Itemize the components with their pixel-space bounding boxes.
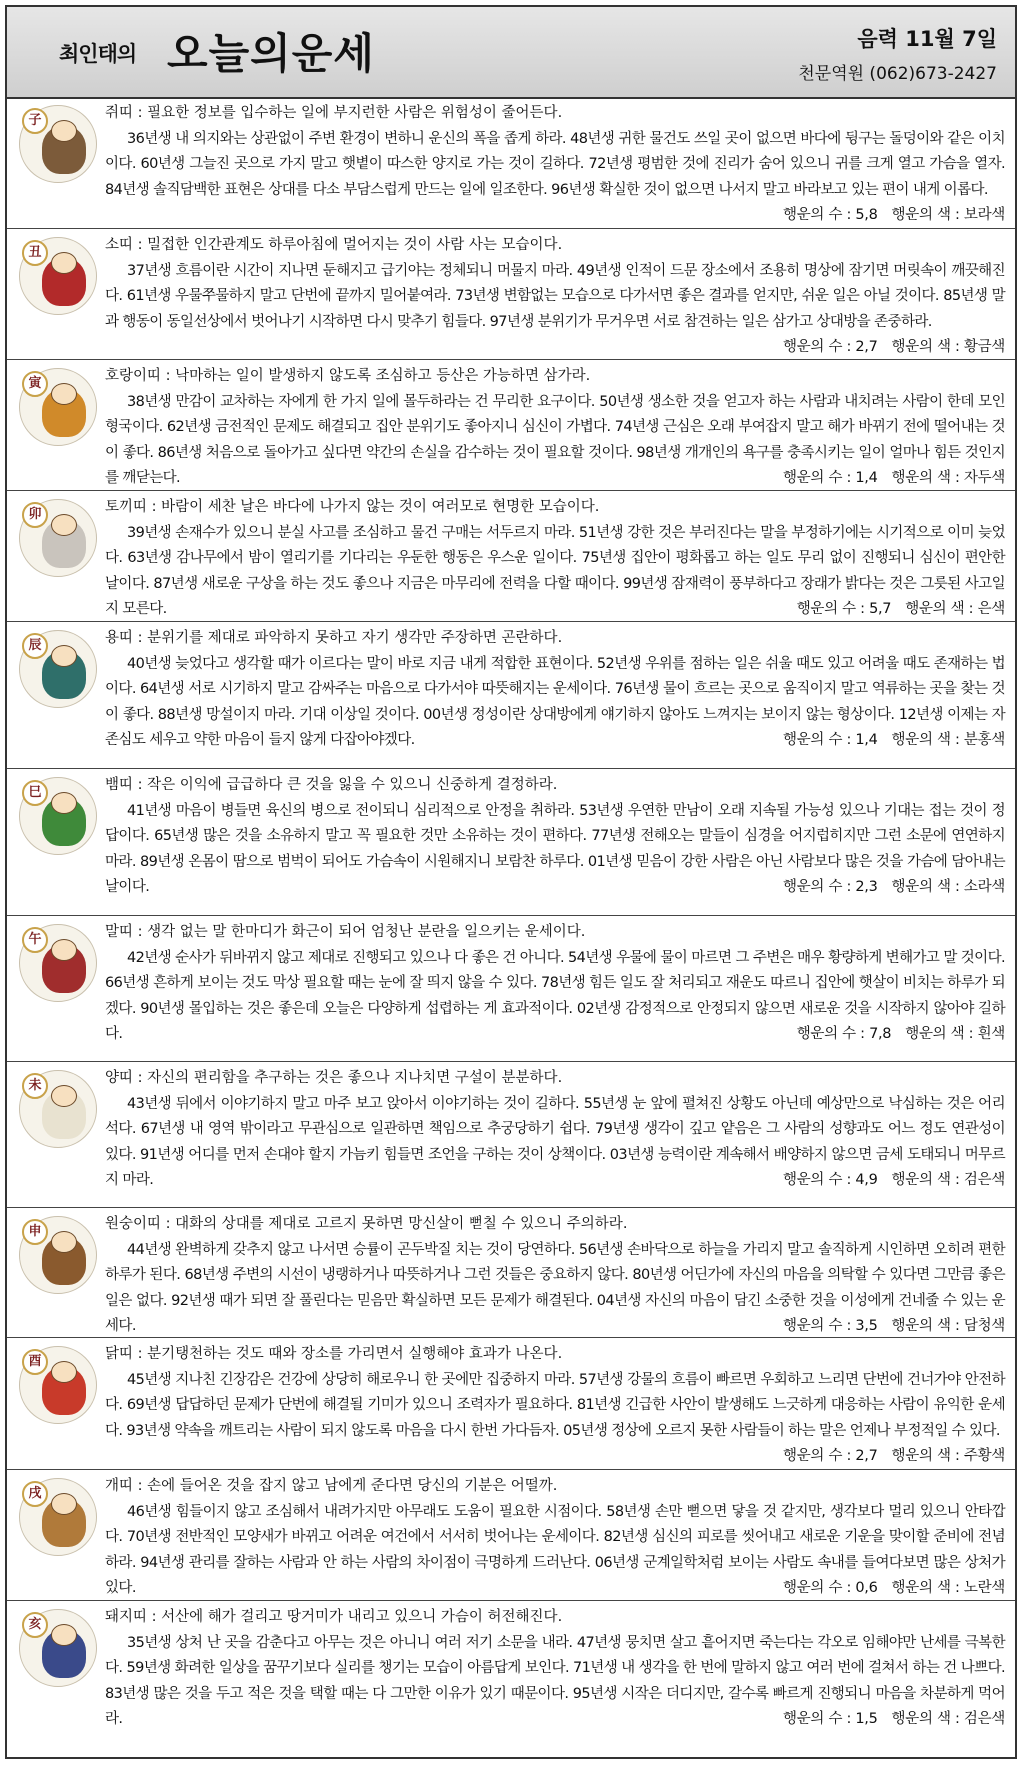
zodiac-fortune-text xyxy=(105,259,1005,355)
zodiac-fortune-text xyxy=(105,1631,1005,1733)
fortune-body: 36년생 내 의지와는 상관없이 주변 환경이 변하니 운신의 폭을 좁게 하라. 48년생 귀한 물건도 쓰일 곳이 없으면 바다에 뒹구는 돌덩이와 같은 이치이다. 60년생 그늘진 곳으로 가지 말고 햇볕이 따스한 양지로 가는 것이 길하다. 72년생 평범한 것에 진리가 숨어 있으니 귀를 크게 열고 가슴을 열자. 84년생 솔직담백한 표현은 상대를 다소 부담스럽게 만드는 일에 일조한다. 96년생 확실한 것이 없으면 나서지 말고 바라보고 있는 편이 내게 이롭다. xyxy=(105,130,1005,198)
zodiac-row xyxy=(7,491,1015,622)
lucky-color-label: 행운의 색 : xyxy=(891,879,964,895)
lucky-color-label: 행운의 색 : xyxy=(891,1711,964,1727)
lucky-color: 소라색 xyxy=(963,879,1005,895)
lucky-number-label: 행운의 수 : xyxy=(783,339,856,355)
lucky-number-label: 행운의 수 : xyxy=(783,1318,856,1334)
zodiac-content xyxy=(105,1212,1005,1340)
lucky-color-label: 행운의 색 : xyxy=(891,1318,964,1334)
zodiac-row xyxy=(7,769,1015,916)
zodiac-row xyxy=(7,1062,1015,1208)
lucky-number: 2,7 xyxy=(855,339,878,355)
lucky-number: 1,5 xyxy=(855,1711,878,1727)
lucky-number-label: 행운의 수 : xyxy=(783,1172,856,1188)
lucky-color: 분홍색 xyxy=(963,732,1005,748)
zodiac-content xyxy=(105,1605,1005,1733)
zodiac-figure-face xyxy=(51,120,77,142)
zodiac-avatar-icon xyxy=(19,1346,97,1424)
lucky-color-label: 행운의 색 : xyxy=(891,1580,964,1596)
lucky-info xyxy=(761,875,1005,901)
page-header xyxy=(7,7,1015,99)
zodiac-content xyxy=(105,101,1005,229)
zodiac-content xyxy=(105,626,1005,754)
zodiac-figure-face xyxy=(51,939,77,961)
zodiac-row xyxy=(7,1338,1015,1470)
lucky-color: 보라색 xyxy=(963,207,1005,223)
contact-info: 천문역원 (062)673-2427 xyxy=(798,64,997,84)
lucky-color: 주황색 xyxy=(963,1448,1005,1464)
zodiac-avatar-icon xyxy=(19,237,97,315)
lucky-number: 4,9 xyxy=(855,1172,878,1188)
lucky-color: 노란색 xyxy=(963,1580,1005,1596)
zodiac-character-badge: 亥 xyxy=(22,1612,48,1638)
lucky-number-label: 행운의 수 : xyxy=(783,470,856,486)
zodiac-avatar-icon xyxy=(19,105,97,183)
lucky-color: 자두색 xyxy=(963,470,1005,486)
lucky-color-label: 행운의 색 : xyxy=(905,1026,978,1042)
fortune-body: 45년생 지나친 긴장감은 건강에 상당히 해로우니 한 곳에만 집중하지 마라. 57년생 강물의 흐름이 빠르면 우회하고 느리면 단번에 건너가야 안전하다. 69년생 답답하던 문제가 단번에 해결될 기미가 있으니 조력자가 필요하다. 81년생 긴급한 사안이 발생해도 느긋하게 대응하는 사람이 유익한 운세다. 93년생 약속을 깨트리는 사람이 되지 않도록 마음을 다시 한번 가다듬자. 05년생 정상에 오르지 못한 사람들이 하는 말은 언제나 부정적일 수 있다. xyxy=(105,1371,1005,1439)
zodiac-figure-face xyxy=(51,514,77,536)
fortune-body: 39년생 손재수가 있으니 분실 사고를 조심하고 물건 구매는 서두르지 마라. 51년생 강한 것은 부러진다는 말을 부정하기에는 시기적으로 이미 늦었다. 63년생 감나무에서 밤이 열리기를 기다리는 우둔한 행동은 우스운 일이다. 75년생 집안이 평화롭고 하는 일도 무리 없이 진행되니 심신이 편안한 날이다. 87년생 새로운 구상을 하는 것도 좋으나 지금은 마무리에 전력을 다할 때이다. 99년생 잠재력이 풍부하다고 장래가 밝다는 것은 그릇된 사고일지 모른다. xyxy=(105,524,1005,617)
lucky-number-label: 행운의 수 : xyxy=(796,601,870,617)
lucky-info xyxy=(761,466,1005,492)
zodiac-avatar-icon xyxy=(19,777,97,855)
zodiac-row xyxy=(7,1470,1015,1601)
lucky-color-label: 행운의 색 : xyxy=(891,207,964,223)
lucky-info xyxy=(761,203,1005,229)
lucky-info xyxy=(761,1168,1005,1194)
zodiac-fortune-text xyxy=(105,1092,1005,1194)
zodiac-character-badge: 酉 xyxy=(22,1349,48,1375)
zodiac-character-badge: 子 xyxy=(22,108,48,134)
zodiac-row xyxy=(7,622,1015,769)
zodiac-avatar-icon xyxy=(19,368,97,446)
lucky-color-label: 행운의 색 : xyxy=(891,1172,964,1188)
fortune-body: 43년생 뒤에서 이야기하지 말고 마주 보고 앉아서 이야기하는 것이 길하다. 55년생 눈 앞에 펼쳐진 상황도 아닌데 예상만으로 낙심하는 것은 어리석다. 67년생 내 영역 밖이라고 무관심으로 일관하면 책임으로 추궁당하기 쉽다. 79년생 생각이 깊고 얕음은 그 사람의 성향과도 어느 정도 연관성이 있다. 91년생 어디를 먼저 손대야 할지 가늠키 힘들면 조언을 구하는 것이 상책이다. 03년생 능력이란 계속해서 배양하지 않으면 금세 도태되니 머무르지 마라. xyxy=(105,1095,1005,1188)
lucky-info xyxy=(761,1576,1005,1602)
zodiac-content xyxy=(105,233,1005,361)
zodiac-content xyxy=(105,495,1005,623)
zodiac-row xyxy=(7,1208,1015,1338)
lucky-color-label: 행운의 색 : xyxy=(891,339,964,355)
lucky-color: 검은색 xyxy=(963,1172,1005,1188)
lucky-number-label: 행운의 수 : xyxy=(796,1026,870,1042)
zodiac-figure-face xyxy=(51,1624,77,1646)
zodiac-figure-face xyxy=(51,383,77,405)
lucky-info xyxy=(761,335,1005,361)
lucky-number: 1,4 xyxy=(855,732,878,748)
zodiac-avatar-icon xyxy=(19,630,97,708)
zodiac-content xyxy=(105,920,1005,1048)
zodiac-row xyxy=(7,229,1015,360)
zodiac-figure-face xyxy=(51,1493,77,1515)
zodiac-content xyxy=(105,1342,1005,1470)
zodiac-fortune-text xyxy=(105,1238,1005,1340)
lunar-date: 음력 11월 7일 xyxy=(857,27,997,51)
brand-author: 최인태의 xyxy=(59,42,137,66)
zodiac-fortune-text xyxy=(105,799,1005,901)
zodiac-headline: 돼지띠 : 서산에 해가 걸리고 땅거미가 내리고 있으니 가슴이 허전해진다. xyxy=(105,1609,563,1625)
zodiac-fortune-text xyxy=(105,521,1005,623)
lucky-number: 1,4 xyxy=(855,470,878,486)
zodiac-fortune-text xyxy=(105,652,1005,754)
lucky-color-label: 행운의 색 : xyxy=(891,1448,964,1464)
zodiac-headline: 용띠 : 분위기를 제대로 파악하지 못하고 자기 생각만 주장하면 곤란하다. xyxy=(105,630,563,646)
zodiac-fortune-text xyxy=(105,390,1005,492)
zodiac-headline: 토끼띠 : 바람이 세찬 날은 바다에 나가지 않는 것이 여러모로 현명한 모습이다. xyxy=(105,499,600,515)
lucky-color-label: 행운의 색 : xyxy=(891,470,964,486)
lucky-number-label: 행운의 수 : xyxy=(783,1448,856,1464)
lucky-number: 3,5 xyxy=(855,1318,878,1334)
zodiac-character-badge: 未 xyxy=(22,1073,48,1099)
zodiac-character-badge: 卯 xyxy=(22,502,48,528)
zodiac-figure-face xyxy=(51,792,77,814)
zodiac-fortune-text xyxy=(105,946,1005,1048)
zodiac-avatar-icon xyxy=(19,1609,97,1687)
lucky-number: 2,7 xyxy=(855,1448,878,1464)
lucky-number-label: 행운의 수 : xyxy=(783,1711,856,1727)
zodiac-headline: 원숭이띠 : 대화의 상대를 제대로 고르지 못하면 망신살이 뻗칠 수 있으니 주의하라. xyxy=(105,1216,628,1232)
lucky-number-label: 행운의 수 : xyxy=(783,879,856,895)
fortune-body: 41년생 마음이 병들면 육신의 병으로 전이되니 심리적으로 안정을 취하라. 53년생 우연한 만남이 오래 지속될 가능성 있으나 기대는 접는 것이 정답이다. 65년생 많은 것을 소유하지 말고 꼭 필요한 것만 소유하는 것이 편하다. 77년생 전해오는 말들이 심경을 어지럽히지만 그런 소문에 연연하지 마라. 89년생 온몸이 땀으로 범벅이 되어도 가슴속이 시원해지니 보람찬 하루다. 01년생 믿음이 강한 사람은 아닌 사람보다 많은 것을 가슴에 담아내는 날이다. xyxy=(105,802,1005,895)
fortune-body: 40년생 늦었다고 생각할 때가 이르다는 말이 바로 지금 내게 적합한 표현이다. 52년생 우위를 점하는 일은 쉬울 때도 있고 어려울 때도 존재하는 법이다. 64년생 서로 시기하지 말고 감싸주는 마음으로 다가서야 따뜻해지는 운세이다. 76년생 물이 흐르는 곳으로 움직이지 말고 역류하는 곳을 찾는 것이 좋다. 88년생 망설이지 마라. 기대 이상일 것이다. 00년생 정성이란 상대방에게 얘기하지 않아도 느껴지는 보이지 않는 형상이다. 12년생 이제는 자존심도 세우고 약한 마음이 들지 않게 다잡아야겠다. xyxy=(105,655,1005,748)
zodiac-character-badge: 辰 xyxy=(22,633,48,659)
lucky-color-label: 행운의 색 : xyxy=(905,601,978,617)
zodiac-content xyxy=(105,364,1005,492)
zodiac-headline: 뱀띠 : 작은 이익에 급급하다 큰 것을 잃을 수 있으니 신중하게 결정하라. xyxy=(105,777,558,793)
page-title: 오늘의운세 xyxy=(167,29,375,78)
lucky-number-label: 행운의 수 : xyxy=(783,1580,856,1596)
zodiac-headline: 양띠 : 자신의 편리함을 추구하는 것은 좋으나 지나치면 구설이 분분하다. xyxy=(105,1070,563,1086)
zodiac-figure-face xyxy=(51,645,77,667)
zodiac-avatar-icon xyxy=(19,1070,97,1148)
lucky-number: 5,8 xyxy=(855,207,878,223)
zodiac-character-badge: 申 xyxy=(22,1219,48,1245)
zodiac-fortune-text xyxy=(105,1368,1005,1464)
zodiac-avatar-icon xyxy=(19,1478,97,1556)
zodiac-row xyxy=(7,97,1015,229)
zodiac-figure-face xyxy=(51,252,77,274)
lucky-number-label: 행운의 수 : xyxy=(783,732,856,748)
zodiac-avatar-icon xyxy=(19,1216,97,1294)
zodiac-content xyxy=(105,1474,1005,1602)
lucky-color-label: 행운의 색 : xyxy=(891,732,964,748)
zodiac-content xyxy=(105,773,1005,901)
lucky-color: 검은색 xyxy=(963,1711,1005,1727)
lucky-info xyxy=(761,1707,1005,1733)
lucky-number: 0,6 xyxy=(855,1580,878,1596)
zodiac-figure-face xyxy=(51,1361,77,1383)
lucky-color: 담청색 xyxy=(963,1318,1005,1334)
zodiac-headline: 소띠 : 밀접한 인간관계도 하루아침에 멀어지는 것이 사람 사는 모습이다. xyxy=(105,237,563,253)
zodiac-avatar-icon xyxy=(19,924,97,1002)
zodiac-headline: 쥐띠 : 필요한 정보를 입수하는 일에 부지런한 사람은 위험성이 줄어든다. xyxy=(105,105,563,121)
zodiac-row xyxy=(7,360,1015,491)
fortune-body: 38년생 만감이 교차하는 자에게 한 가지 일에 몰두하라는 건 무리한 요구이다. 50년생 생소한 것을 얻고자 하는 사람과 내치려는 사람이 한데 모인 형국이다. 62년생 금전적인 문제도 해결되고 집안 분위기도 좋아지니 심신이 가볍다. 74년생 근심은 오래 부여잡지 말고 해가 바뀌기 전에 떨어내는 것이 좋다. 86년생 처음으로 돌아가고 싶다면 약간의 손실을 감수하는 것이 필요할 것이다. 98년생 개개인의 욕구를 충족시키는 일이 얼마나 힘든 것인지를 깨닫는다. xyxy=(105,393,1005,486)
zodiac-headline: 개띠 : 손에 들어온 것을 잡지 않고 남에게 준다면 당신의 기분은 어떨까. xyxy=(105,1478,558,1494)
lucky-info xyxy=(761,1444,1005,1470)
zodiac-character-badge: 丑 xyxy=(22,240,48,266)
lucky-color: 황금색 xyxy=(963,339,1005,355)
lucky-color: 은색 xyxy=(977,601,1005,617)
zodiac-row xyxy=(7,1601,1015,1757)
fortune-page xyxy=(5,5,1017,1759)
lucky-info xyxy=(761,1314,1005,1340)
lucky-number: 7,8 xyxy=(869,1026,892,1042)
fortune-body: 46년생 힘들이지 않고 조심해서 내려가지만 아무래도 도움이 필요한 시점이다. 58년생 손만 뻗으면 닿을 것 같지만, 생각보다 멀리 있으니 안타깝다. 70년생 전반적인 모양새가 바뀌고 어려운 여건에서 서서히 벗어나는 운세이다. 82년생 심신의 피로를 씻어내고 새로운 기운을 맞이할 준비에 전념하라. 94년생 관리를 잘하는 사람과 안 하는 사람의 차이점이 극명하게 드러난다. 06년생 군계일학처럼 보이는 사람도 속내를 들여다보면 많은 상처가 있다. xyxy=(105,1503,1005,1596)
zodiac-character-badge: 巳 xyxy=(22,780,48,806)
lucky-number: 2,3 xyxy=(855,879,878,895)
zodiac-fortune-text xyxy=(105,1500,1005,1602)
zodiac-content xyxy=(105,1066,1005,1194)
fortune-body: 35년생 상처 난 곳을 감춘다고 아무는 것은 아니니 여러 저기 소문을 내라. 47년생 뭉치면 살고 흩어지면 죽는다는 각오로 임해야만 난세를 극복한다. 59년생 화려한 일상을 꿈꾸기보다 실리를 챙기는 모습이 아름답게 보인다. 71년생 내 생각을 한 번에 말하지 않고 여러 번에 걸쳐서 하는 건 나쁘다. 83년생 많은 것을 두고 적은 것을 택할 때는 다 그만한 이유가 있기 때문이다. 95년생 시작은 더디지만, 갈수록 빠르게 진행되니 마음을 차분하게 먹어라. xyxy=(105,1634,1005,1727)
lucky-info xyxy=(775,1022,1005,1048)
fortune-body: 42년생 순사가 뒤바뀌지 않고 제대로 진행되고 있으나 다 좋은 건 아니다. 54년생 우물에 물이 마르면 그 주변은 매우 황량하게 변해가고 말 것이다. 66년생 흔하게 보이는 것도 막상 필요할 때는 눈에 잘 띄지 않을 수 있다. 78년생 힘든 일도 잘 처리되고 재운도 따르니 집안에 햇살이 비치는 하루가 되겠다. 90년생 몰입하는 것은 좋은데 오늘은 다양하게 섭렵하는 게 효과적이다. 02년생 감정적으로 안정되지 않으면 새로운 것을 시작하지 않아야 길하다. xyxy=(105,949,1005,1042)
lucky-info xyxy=(761,728,1005,754)
fortune-body: 37년생 흐름이란 시간이 지나면 둔해지고 급기야는 정체되니 머물지 마라. 49년생 인적이 드문 장소에서 조용히 명상에 잠기면 머릿속이 깨끗해진다. 61년생 우물쭈물하지 말고 단번에 끝까지 밀어붙여라. 73년생 변함없는 모습으로 다가서면 좋은 결과를 얻지만, 쉬운 일은 아닐 것이다. 85년생 말과 행동이 동일선상에서 벗어나기 시작하면 다시 맞추기 힘들다. 97년생 분위기가 무거우면 서로 참견하는 일은 삼가고 상대방을 존중하라. xyxy=(105,262,1005,330)
lucky-color: 흰색 xyxy=(977,1026,1005,1042)
zodiac-character-badge: 午 xyxy=(22,927,48,953)
lucky-info xyxy=(775,597,1005,623)
zodiac-figure-face xyxy=(51,1085,77,1107)
zodiac-figure-face xyxy=(51,1231,77,1253)
zodiac-headline: 닭띠 : 분기탱천하는 것도 때와 장소를 가리면서 실행해야 효과가 나온다. xyxy=(105,1346,563,1362)
zodiac-character-badge: 寅 xyxy=(22,371,48,397)
zodiac-avatar-icon xyxy=(19,499,97,577)
zodiac-row xyxy=(7,916,1015,1062)
lucky-number-label: 행운의 수 : xyxy=(783,207,856,223)
lucky-number: 5,7 xyxy=(869,601,892,617)
zodiac-fortune-text xyxy=(105,127,1005,223)
zodiac-character-badge: 戌 xyxy=(22,1481,48,1507)
zodiac-headline: 말띠 : 생각 없는 말 한마디가 화근이 되어 엄청난 분란을 일으키는 운세이다. xyxy=(105,924,586,940)
zodiac-headline: 호랑이띠 : 낙마하는 일이 발생하지 않도록 조심하고 등산은 가능하면 삼가라. xyxy=(105,368,591,384)
fortune-body: 44년생 완벽하게 갖추지 않고 나서면 승률이 곤두박질 치는 것이 당연하다. 56년생 손바닥으로 하늘을 가리지 말고 솔직하게 시인하면 오히려 편한 하루가 된다. 68년생 주변의 시선이 냉랭하거나 따뜻하거나 그런 것들은 중요하지 않다. 80년생 어딘가에 자신의 마음을 의탁할 수 있다면 그만큼 좋은 일은 없다. 92년생 때가 되면 잘 풀린다는 믿음만 확실하면 모든 문제가 해결된다. 04년생 자신의 마음이 담긴 소중한 것을 이성에게 건네줄 수 있는 운세다. xyxy=(105,1241,1005,1334)
